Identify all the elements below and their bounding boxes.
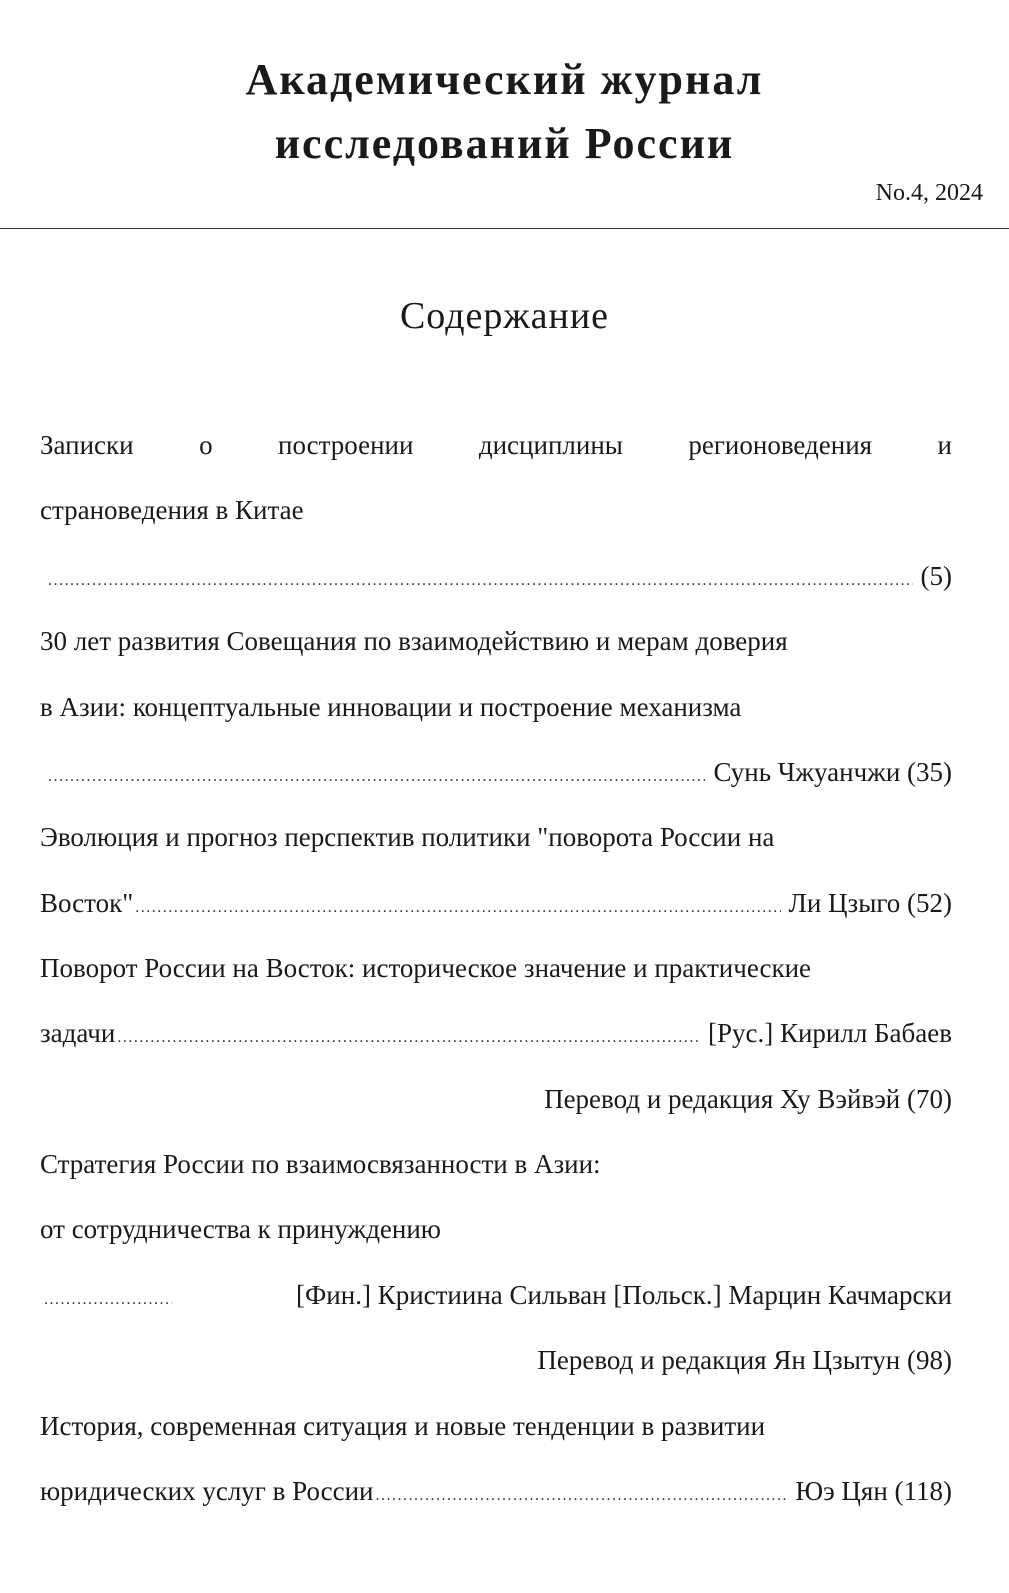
dot-leader <box>44 1280 172 1320</box>
toc-entry-2-author-page: Сунь Чжуанчжи (35) <box>713 757 952 787</box>
toc-entry-5-leader-row <box>40 1275 952 1315</box>
toc-entry-6-title-line1: История, современная ситуация и новые тенденции в развитии <box>40 1411 766 1441</box>
toc-entry-6-author-page: Юэ Цян (118) <box>795 1476 952 1506</box>
toc-entry-4-title-line1: Поворот России на Восток: историческое значение и практические <box>40 953 812 983</box>
contents-heading: Содержание <box>399 295 610 337</box>
word: дисциплины <box>478 430 623 460</box>
toc-entry-5-translator-page: Перевод и редакция Ян Цзытун (98) <box>537 1345 952 1375</box>
toc-entry-2-title-line1: 30 лет развития Совещания по взаимодействию и мерам доверия <box>40 626 788 656</box>
journal-title-line1: Академический журнал <box>245 55 764 104</box>
toc-entry-5-title-line2: от сотрудничества к принуждению <box>40 1214 441 1244</box>
word: и <box>937 430 952 460</box>
dot-leader <box>135 888 780 928</box>
toc-entry-6-leader-row <box>40 1471 952 1511</box>
dot-leader <box>48 561 913 601</box>
toc-entry-3-title-line2: Восток" <box>40 888 134 918</box>
journal-title <box>0 48 1009 176</box>
toc-entry-4-translator-page: Перевод и редакция Ху Вэйвэй (70) <box>544 1084 952 1114</box>
word: о <box>199 430 213 460</box>
toc-entry-5-title-line1: Стратегия России по взаимосвязанности в Азии: <box>40 1149 601 1179</box>
dot-leader <box>117 1018 700 1058</box>
toc-entry-5-authors: [Фин.] Кристиина Сильван [Польск.] Марцин Качмарски <box>295 1280 952 1310</box>
toc-entry-3-leader-row <box>40 883 952 923</box>
toc-entry-6-title-line2: юридических услуг в России <box>40 1476 374 1506</box>
issue-number: No.4, 2024 <box>875 180 983 206</box>
dot-leader <box>48 757 705 797</box>
word: регионоведения <box>688 430 873 460</box>
toc-entry-4-title-line2: задачи <box>40 1018 116 1048</box>
toc-entry-3-title-line1: Эволюция и прогноз перспектив политики "поворота России на <box>40 822 775 852</box>
toc-entry-1-page: (5) <box>920 561 952 591</box>
header-divider <box>0 228 1009 229</box>
toc-entry-2-title-line2: в Азии: концептуальные инновации и построение механизма <box>40 692 742 722</box>
toc-entry-4-leader-row <box>40 1013 952 1053</box>
toc-entry-1-leader-row <box>40 556 952 596</box>
toc-entry-1-title-line2: страноведения в Китае <box>40 495 304 525</box>
toc-entry-2-leader-row <box>40 752 952 792</box>
journal-title-line2: исследований России <box>274 119 735 168</box>
toc-entry-3-author-page: Ли Цзыго (52) <box>788 888 952 918</box>
word: Записки <box>40 430 134 460</box>
toc-entry-4-author: [Рус.] Кирилл Бабаев <box>707 1018 952 1048</box>
word: построении <box>278 430 414 460</box>
dot-leader <box>376 1476 788 1516</box>
toc-entry-1-title-line1 <box>40 425 952 465</box>
